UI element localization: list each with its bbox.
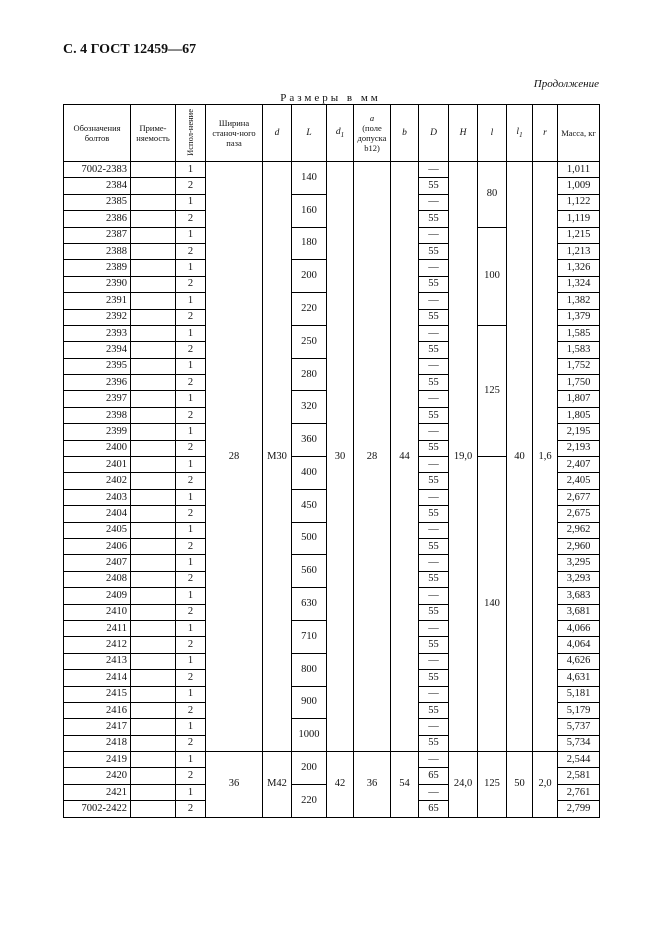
applicability-cell [131,391,176,407]
bolt-code: 2404 [64,506,131,522]
mass-cell: 1,585 [558,325,600,341]
version-cell: 2 [176,211,206,227]
bolt-code: 2391 [64,293,131,309]
length-L-cell: 200 [292,260,327,293]
D-cell: — [419,588,449,604]
version-cell: 1 [176,752,206,768]
bolt-code: 2393 [64,325,131,341]
bolt-code: 2421 [64,784,131,800]
mass-cell: 1,807 [558,391,600,407]
applicability-cell [131,670,176,686]
bolt-code: 7002-2383 [64,162,131,178]
version-cell: 1 [176,358,206,374]
bolt-code: 2392 [64,309,131,325]
applicability-cell [131,489,176,505]
version-cell: 2 [176,506,206,522]
version-cell: 2 [176,538,206,554]
version-cell: 1 [176,391,206,407]
l-cell: 125 [478,325,507,456]
D-cell: 55 [419,571,449,587]
applicability-cell [131,162,176,178]
length-L-cell: 800 [292,653,327,686]
applicability-cell [131,424,176,440]
bolt-code: 2415 [64,686,131,702]
mass-cell: 4,626 [558,653,600,669]
length-L-cell: 320 [292,391,327,424]
a-cell: 28 [354,162,391,752]
applicability-cell [131,735,176,751]
D-cell: 55 [419,309,449,325]
mass-cell: 2,407 [558,457,600,473]
bolt-code: 2389 [64,260,131,276]
version-cell: 1 [176,457,206,473]
col-designation: Обозначения болтов [64,105,131,162]
length-L-cell: 250 [292,325,327,358]
applicability-cell [131,538,176,554]
D-cell: 55 [419,506,449,522]
mass-cell: 2,581 [558,768,600,784]
D-cell: — [419,227,449,243]
D-cell: 55 [419,243,449,259]
version-cell: 2 [176,375,206,391]
mass-cell: 1,752 [558,358,600,374]
applicability-cell [131,227,176,243]
bolt-code: 2399 [64,424,131,440]
version-cell: 1 [176,686,206,702]
mass-cell: 1,119 [558,211,600,227]
applicability-cell [131,522,176,538]
bolt-spec-table [63,104,600,818]
applicability-cell [131,260,176,276]
mass-cell: 2,677 [558,489,600,505]
D-cell: 55 [419,342,449,358]
bolt-code: 2397 [64,391,131,407]
bolt-code: 2409 [64,588,131,604]
applicability-cell [131,325,176,341]
col-d: d [263,105,292,162]
version-cell: 2 [176,604,206,620]
D-cell: — [419,784,449,800]
mass-cell: 1,215 [558,227,600,243]
version-cell: 2 [176,309,206,325]
slot-width-cell: 36 [206,752,263,818]
mass-cell: 4,064 [558,637,600,653]
mass-cell: 3,681 [558,604,600,620]
D-cell: — [419,325,449,341]
version-cell: 2 [176,276,206,292]
mass-cell: 5,734 [558,735,600,751]
D-cell: — [419,358,449,374]
D-cell: 55 [419,178,449,194]
bolt-code: 2406 [64,538,131,554]
col-r: r [533,105,558,162]
mass-cell: 1,382 [558,293,600,309]
applicability-cell [131,178,176,194]
D-cell: 55 [419,702,449,718]
D-cell: — [419,162,449,178]
version-cell: 1 [176,162,206,178]
D-cell: — [419,522,449,538]
mass-cell: 3,683 [558,588,600,604]
col-version-label: Испол-нение [185,108,195,156]
slot-width-cell: 28 [206,162,263,752]
d1-cell: 30 [327,162,354,752]
length-L-cell: 220 [292,293,327,326]
col-slot-width: Ширина станоч-ного паза [206,105,263,162]
table-row [64,162,600,178]
version-cell: 2 [176,243,206,259]
length-L-cell: 500 [292,522,327,555]
d1-cell: 42 [327,752,354,818]
bolt-code: 2402 [64,473,131,489]
applicability-cell [131,506,176,522]
D-cell: — [419,719,449,735]
col-a [354,105,391,162]
length-L-cell: 560 [292,555,327,588]
col-l1 [507,105,533,162]
applicability-cell [131,702,176,718]
applicability-cell [131,342,176,358]
length-L-cell: 360 [292,424,327,457]
bolt-code: 2418 [64,735,131,751]
version-cell: 1 [176,489,206,505]
applicability-cell [131,768,176,784]
col-H: H [449,105,478,162]
mass-cell: 2,193 [558,440,600,456]
D-cell: — [419,653,449,669]
length-L-cell: 1000 [292,719,327,752]
l-cell: 125 [478,752,507,818]
bolt-code: 2408 [64,571,131,587]
col-applicability: Приме-няемость [131,105,176,162]
thread-d-cell: M30 [263,162,292,752]
a-cell: 36 [354,752,391,818]
applicability-cell [131,473,176,489]
D-cell: 55 [419,211,449,227]
applicability-cell [131,604,176,620]
mass-cell: 2,675 [558,506,600,522]
length-L-cell: 220 [292,784,327,817]
length-L-cell: 160 [292,194,327,227]
version-cell: 1 [176,293,206,309]
bolt-code: 2388 [64,243,131,259]
length-L-cell: 140 [292,162,327,195]
D-cell: — [419,391,449,407]
mass-cell: 1,750 [558,375,600,391]
bolt-code: 2414 [64,670,131,686]
mass-cell: 1,583 [558,342,600,358]
mass-cell: 1,326 [558,260,600,276]
version-cell: 2 [176,342,206,358]
length-L-cell: 630 [292,588,327,621]
bolt-code: 2420 [64,768,131,784]
bolt-code: 2394 [64,342,131,358]
r-cell: 2,0 [533,752,558,818]
length-L-cell: 450 [292,489,327,522]
col-d1 [327,105,354,162]
applicability-cell [131,457,176,473]
version-cell: 2 [176,440,206,456]
length-L-cell: 200 [292,752,327,785]
version-cell: 1 [176,260,206,276]
mass-cell: 2,761 [558,784,600,800]
applicability-cell [131,784,176,800]
D-cell: — [419,260,449,276]
mass-cell: 2,962 [558,522,600,538]
page-header: С. 4 ГОСТ 12459—67 [63,42,197,57]
bolt-code: 2411 [64,620,131,636]
bolt-code: 2386 [64,211,131,227]
D-cell: — [419,686,449,702]
version-cell: 1 [176,620,206,636]
col-d1-sub: 1 [340,130,345,139]
version-cell: 1 [176,194,206,210]
l1-cell: 40 [507,162,533,752]
D-cell: — [419,424,449,440]
l-cell: 140 [478,457,507,752]
mass-cell: 1,011 [558,162,600,178]
D-cell: — [419,457,449,473]
mass-cell: 2,405 [558,473,600,489]
col-d1-label: d [335,126,341,137]
D-cell: 55 [419,538,449,554]
applicability-cell [131,358,176,374]
mass-cell: 1,122 [558,194,600,210]
applicability-cell [131,194,176,210]
applicability-cell [131,620,176,636]
applicability-cell [131,653,176,669]
bolt-code: 2384 [64,178,131,194]
col-mass: Масса, кг [558,105,600,162]
version-cell: 1 [176,227,206,243]
applicability-cell [131,719,176,735]
bolt-code: 2396 [64,375,131,391]
mass-cell: 2,960 [558,538,600,554]
length-L-cell: 900 [292,686,327,719]
D-cell: 55 [419,473,449,489]
col-a-label: a [369,113,375,123]
D-cell: 55 [419,735,449,751]
applicability-cell [131,293,176,309]
bolt-code: 7002-2422 [64,801,131,817]
applicability-cell [131,211,176,227]
applicability-cell [131,637,176,653]
version-cell: 2 [176,670,206,686]
thread-d-cell: M42 [263,752,292,818]
version-cell: 2 [176,801,206,817]
applicability-cell [131,276,176,292]
D-cell: — [419,620,449,636]
D-cell: 55 [419,407,449,423]
bolt-code: 2412 [64,637,131,653]
mass-cell: 1,379 [558,309,600,325]
version-cell: 1 [176,784,206,800]
applicability-cell [131,801,176,817]
version-cell: 1 [176,555,206,571]
bolt-code: 2405 [64,522,131,538]
D-cell: — [419,752,449,768]
version-cell: 1 [176,588,206,604]
mass-cell: 3,295 [558,555,600,571]
applicability-cell [131,752,176,768]
l-cell: 80 [478,162,507,228]
H-cell: 19,0 [449,162,478,752]
version-cell: 2 [176,407,206,423]
mass-cell: 4,066 [558,620,600,636]
bolt-code: 2387 [64,227,131,243]
applicability-cell [131,375,176,391]
bolt-code: 2416 [64,702,131,718]
b-cell: 54 [391,752,419,818]
H-cell: 24,0 [449,752,478,818]
applicability-cell [131,686,176,702]
D-cell: 55 [419,604,449,620]
version-cell: 2 [176,702,206,718]
bolt-code: 2417 [64,719,131,735]
version-cell: 1 [176,325,206,341]
D-cell: 55 [419,440,449,456]
l-cell: 100 [478,227,507,325]
D-cell: 65 [419,768,449,784]
bolt-code: 2407 [64,555,131,571]
version-cell: 1 [176,719,206,735]
mass-cell: 1,009 [558,178,600,194]
version-cell: 2 [176,571,206,587]
table-header-row [64,105,600,162]
mass-cell: 1,805 [558,407,600,423]
dimensions-caption: Размеры в мм [280,92,381,104]
version-cell: 2 [176,637,206,653]
mass-cell: 5,737 [558,719,600,735]
applicability-cell [131,407,176,423]
version-cell: 1 [176,522,206,538]
col-a-note: (поле допуска b12) [357,123,387,153]
bolt-code: 2401 [64,457,131,473]
bolt-code: 2385 [64,194,131,210]
r-cell: 1,6 [533,162,558,752]
bolt-code: 2410 [64,604,131,620]
length-L-cell: 280 [292,358,327,391]
bolt-code: 2400 [64,440,131,456]
col-D: D [419,105,449,162]
col-l1-sub: 1 [519,130,523,139]
table-row [64,752,600,768]
D-cell: 55 [419,375,449,391]
mass-cell: 2,799 [558,801,600,817]
b-cell: 44 [391,162,419,752]
col-version [176,105,206,162]
mass-cell: 2,544 [558,752,600,768]
col-l1-label: l [516,126,520,137]
bolt-code: 2413 [64,653,131,669]
mass-cell: 2,195 [558,424,600,440]
mass-cell: 5,181 [558,686,600,702]
length-L-cell: 180 [292,227,327,260]
mass-cell: 4,631 [558,670,600,686]
D-cell: 65 [419,801,449,817]
version-cell: 2 [176,178,206,194]
length-L-cell: 710 [292,620,327,653]
D-cell: — [419,489,449,505]
D-cell: — [419,293,449,309]
bolt-code: 2395 [64,358,131,374]
col-b: b [391,105,419,162]
applicability-cell [131,571,176,587]
version-cell: 2 [176,768,206,784]
applicability-cell [131,440,176,456]
version-cell: 1 [176,653,206,669]
version-cell: 1 [176,424,206,440]
D-cell: 55 [419,670,449,686]
mass-cell: 1,324 [558,276,600,292]
applicability-cell [131,243,176,259]
D-cell: — [419,194,449,210]
version-cell: 2 [176,473,206,489]
l1-cell: 50 [507,752,533,818]
continuation-label: Продолжение [533,78,599,90]
D-cell: 55 [419,637,449,653]
version-cell: 2 [176,735,206,751]
bolt-code: 2403 [64,489,131,505]
applicability-cell [131,309,176,325]
mass-cell: 1,213 [558,243,600,259]
length-L-cell: 400 [292,457,327,490]
table-body [64,162,600,818]
bolt-code: 2390 [64,276,131,292]
mass-cell: 3,293 [558,571,600,587]
D-cell: 55 [419,276,449,292]
col-L: L [292,105,327,162]
mass-cell: 5,179 [558,702,600,718]
D-cell: — [419,555,449,571]
applicability-cell [131,588,176,604]
applicability-cell [131,555,176,571]
bolt-code: 2419 [64,752,131,768]
col-l: l [478,105,507,162]
bolt-code: 2398 [64,407,131,423]
